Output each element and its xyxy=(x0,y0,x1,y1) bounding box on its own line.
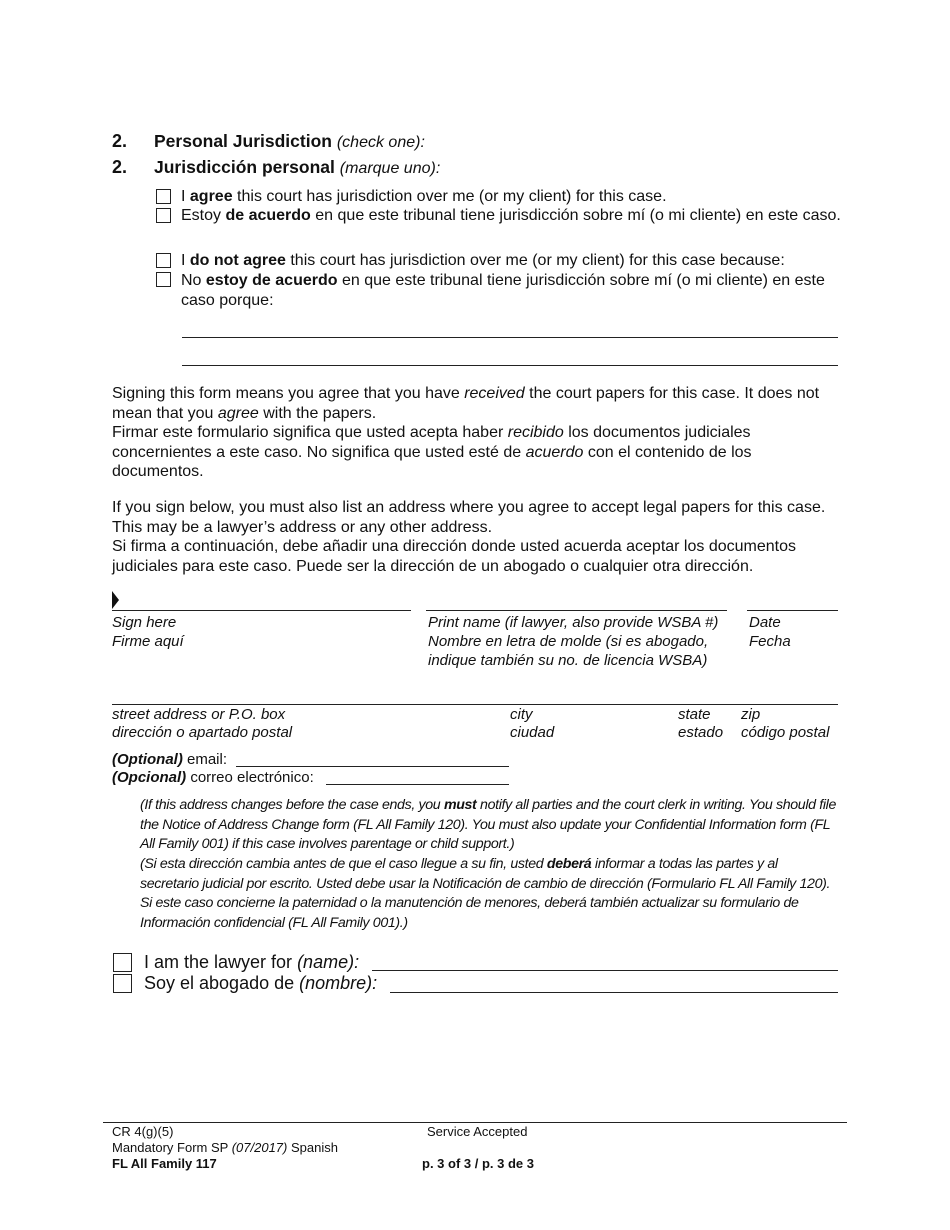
signing-en-agree: agree xyxy=(217,404,259,422)
street-label: street address or P.O. box xyxy=(112,706,286,723)
lawyer-checkbox[interactable] xyxy=(113,953,132,972)
note-es-b: informar a todas las partes y al secretario judicial por escrito. Usted debe usar la Notificación de cambio de dirección (Formulario FL All Family 120). Si este caso concierne la paternidad o la manutención de menores, deberá también actualizar su formulario de Información confidencial (FL All Family 001).) xyxy=(140,856,831,931)
title-es: Jurisdicción personal xyxy=(154,157,335,177)
email-field-es[interactable] xyxy=(326,784,509,785)
date-label: Date xyxy=(749,614,781,631)
email-text: email: xyxy=(182,751,228,768)
agree-es-post: en que este tribunal tiene jurisdicción sobre mí (o mi cliente) en este caso. xyxy=(310,207,841,224)
signing-en-a: Signing this form means you agree that you have xyxy=(112,385,465,402)
state-label-es: estado xyxy=(678,724,724,741)
sign-here-label: Sign here xyxy=(112,614,177,631)
hint-es: (marque uno): xyxy=(339,160,441,177)
address-change-note-es xyxy=(140,855,840,933)
lawyer-es-name: (nombre): xyxy=(299,973,378,993)
section-number-es: 2. xyxy=(112,157,128,177)
footer-page: p. 3 of 3 / p. 3 de 3 xyxy=(422,1156,534,1171)
abogado-label xyxy=(144,973,377,994)
signing-es-acuerdo: acuerdo xyxy=(525,443,584,461)
lawyer-en: I am the lawyer for xyxy=(144,952,298,972)
footer-mandatory-a: Mandatory Form SP xyxy=(112,1140,232,1155)
email-label-es xyxy=(112,769,314,786)
signing-en-c: with the papers. xyxy=(258,404,377,422)
firme-aqui-label: Firme aquí xyxy=(112,633,184,650)
email-field[interactable] xyxy=(236,766,509,767)
agree-es-pre: Estoy xyxy=(181,207,226,224)
agree-en-post: this court has jurisdiction over me (or my client) for this case. xyxy=(232,188,667,205)
sign-arrow-icon xyxy=(111,590,121,610)
hint-en: (check one): xyxy=(336,134,425,151)
note-es-a: (Si esta dirección cambia antes de que el caso llegue a su fin, usted xyxy=(140,856,547,872)
print-name-label: Print name (if lawyer, also provide WSBA #) xyxy=(428,614,719,631)
footer-form-id: FL All Family 117 xyxy=(112,1156,217,1171)
email-label xyxy=(112,751,227,768)
signing-es-b: los documentos judiciales concernientes a este caso. No significa que usted esté de xyxy=(112,424,751,461)
signing-es-recibido: recibido xyxy=(507,424,564,441)
zip-label-es: código postal xyxy=(741,724,830,741)
print-name-line[interactable] xyxy=(426,610,727,611)
date-line[interactable] xyxy=(747,610,838,611)
address-info-es: Si firma a continuación, debe añadir una dirección donde usted acuerda aceptar los documentos judiciales para este caso. Puede ser la dirección de un abogado o cualquier otra dirección. xyxy=(112,538,796,575)
signing-en-b: the court papers for this case. It does not mean that you xyxy=(112,385,820,422)
nombre-label: Nombre en letra de molde (si es abogado, indique también su no. de licencia WSBA) xyxy=(428,633,709,669)
disagree-en-bold: do not agree xyxy=(189,252,286,269)
email-text-es: correo electrónico: xyxy=(186,769,314,786)
lawyer-checkbox-es[interactable] xyxy=(113,974,132,993)
section-number: 2. xyxy=(112,131,128,151)
section-title-es xyxy=(154,157,440,178)
email-optional: (Optional) xyxy=(112,751,183,768)
agree-text-es xyxy=(181,206,841,226)
disagree-es-post: en que este tribunal tiene jurisdicción sobre mí (o mi cliente) en este caso porque: xyxy=(181,272,825,309)
address-info-en: If you sign below, you must also list an address where you agree to accept legal papers for this case. This may be a lawyer’s address or any other address. xyxy=(112,499,826,536)
note-en-must: must xyxy=(443,797,477,813)
zip-label: zip xyxy=(741,706,761,723)
agree-en-pre: I xyxy=(181,188,190,205)
lawyer-for-label xyxy=(144,952,359,973)
reason-line-1[interactable] xyxy=(182,337,838,338)
disagree-text-es xyxy=(181,271,841,310)
email-opcional: (Opcional) xyxy=(112,769,187,786)
agree-checkbox-es[interactable] xyxy=(156,208,171,223)
state-label: state xyxy=(678,706,711,723)
city-label-es: ciudad xyxy=(510,724,555,741)
disagree-checkbox[interactable] xyxy=(156,253,171,268)
section-title-en xyxy=(154,131,425,152)
fecha-label: Fecha xyxy=(749,633,791,650)
signing-paragraph-es xyxy=(112,423,847,482)
lawyer-en-name: (name): xyxy=(297,952,360,972)
signature-line[interactable] xyxy=(112,610,411,611)
footer-rule xyxy=(103,1122,847,1123)
agree-es-bold: de acuerdo xyxy=(225,207,311,224)
footer-rule-ref: CR 4(g)(5) xyxy=(112,1124,174,1139)
footer-mandatory xyxy=(112,1140,338,1156)
disagree-en-post: this court has jurisdiction over me (or my client) for this case because: xyxy=(285,252,785,269)
disagree-es-bold: estoy de acuerdo xyxy=(205,272,338,289)
footer-date: (07/2017) xyxy=(231,1140,288,1155)
disagree-en-pre: I xyxy=(181,252,190,269)
agree-en-bold: agree xyxy=(189,188,233,205)
lawyer-es: Soy el abogado de xyxy=(144,973,300,993)
lawyer-name-field[interactable] xyxy=(372,970,838,971)
disagree-es-pre: No xyxy=(181,272,206,289)
disagree-text-en xyxy=(181,251,841,271)
title-en: Personal Jurisdiction xyxy=(154,131,332,151)
disagree-checkbox-es[interactable] xyxy=(156,272,171,287)
city-label: city xyxy=(510,706,533,723)
signing-es-a: Firmar este formulario significa que usted acepta haber xyxy=(112,424,508,441)
reason-line-2[interactable] xyxy=(182,365,838,366)
agree-text-en xyxy=(181,187,841,207)
signing-en-received: received xyxy=(464,385,525,402)
note-en-a: (If this address changes before the case ends, you xyxy=(140,797,444,813)
note-en-b: notify all parties and the court clerk in writing. You should file the Notice of Address Change form (FL All Family 120). You must also update your Confidential Information form (FL All Family 001) if this case involves parentage or child support.) xyxy=(140,797,836,853)
footer-mandatory-b: Spanish xyxy=(287,1140,338,1155)
address-line[interactable] xyxy=(112,704,838,705)
signing-paragraph-en xyxy=(112,384,847,423)
agree-checkbox[interactable] xyxy=(156,189,171,204)
lawyer-name-field-es[interactable] xyxy=(390,992,838,993)
footer-title: Service Accepted xyxy=(427,1124,528,1139)
signing-es-c: con el contenido de los documentos. xyxy=(112,443,752,480)
street-label-es: dirección o apartado postal xyxy=(112,724,293,741)
address-change-note-en xyxy=(140,796,840,855)
note-es-debera: deberá xyxy=(546,856,592,872)
